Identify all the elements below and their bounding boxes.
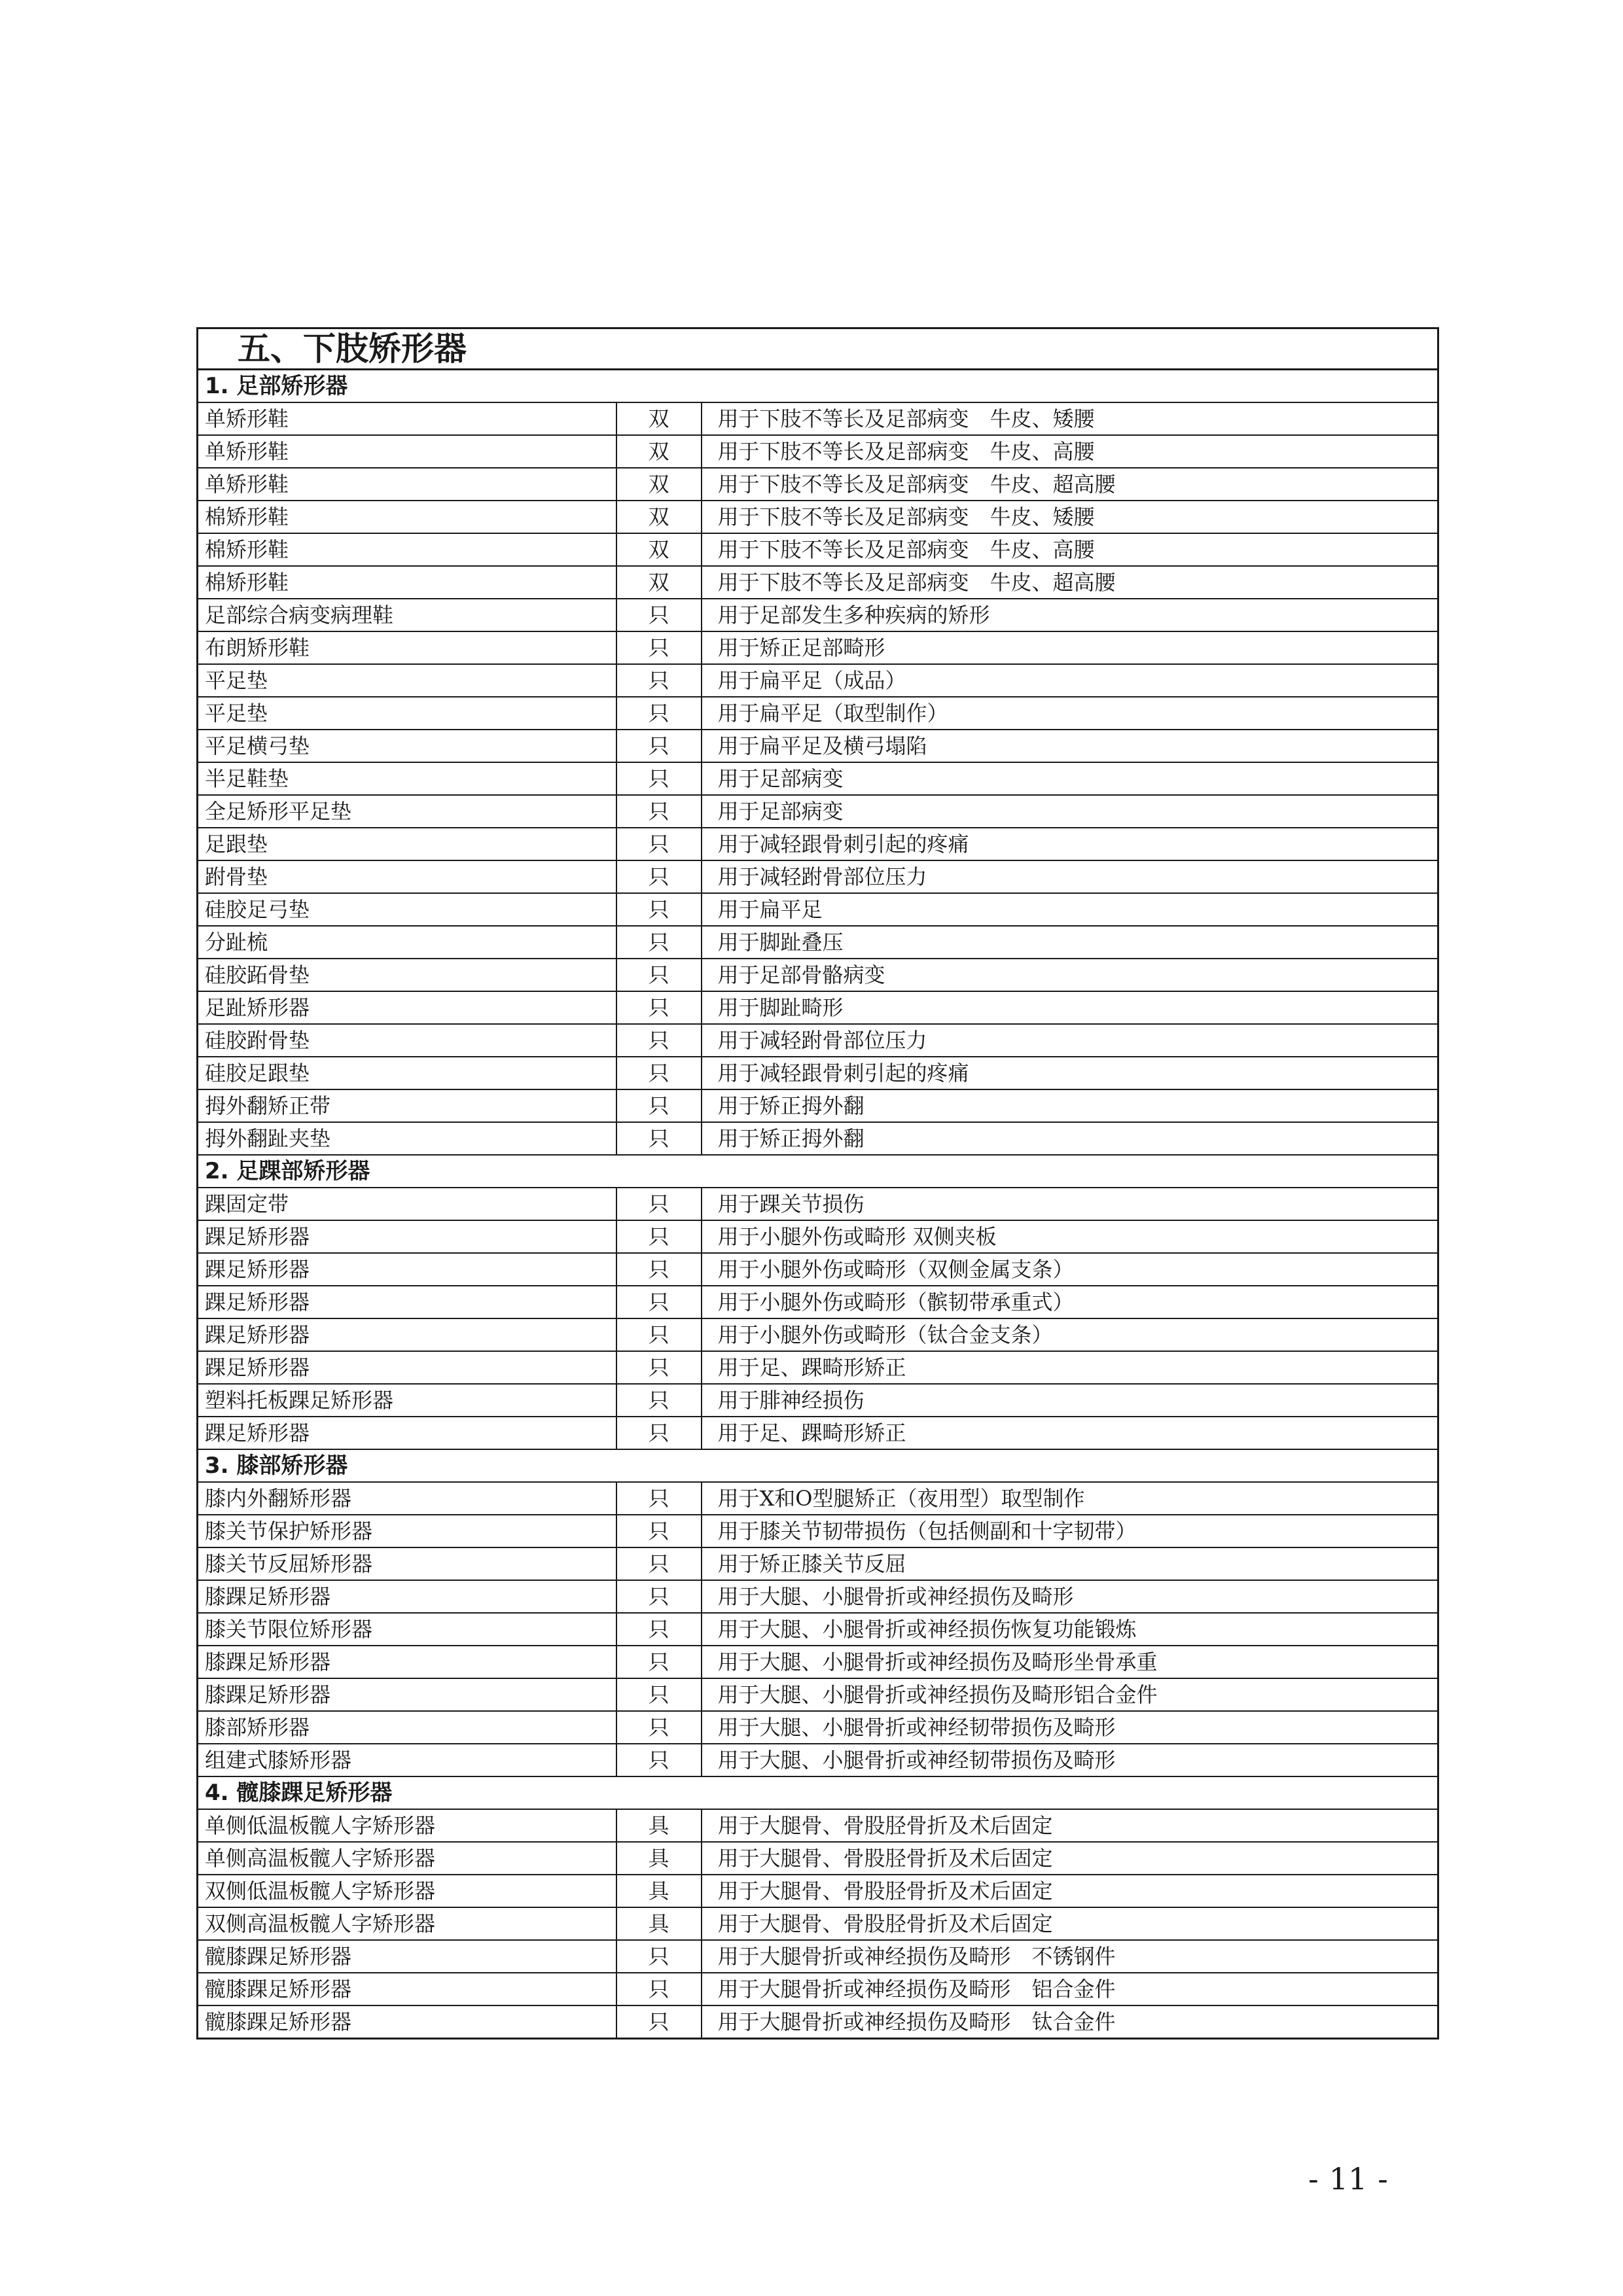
table-row <box>198 1678 1438 1711</box>
table-row <box>198 1220 1438 1253</box>
item-description: 用于减轻跗骨部位压力 <box>702 1024 1438 1057</box>
item-description: 用于足部病变 <box>702 762 1438 795</box>
item-name: 单侧低温板髋人字矫形器 <box>198 1809 616 1842</box>
table-row <box>198 1089 1438 1122</box>
item-name: 膝关节限位矫形器 <box>198 1613 616 1646</box>
item-description: 用于小腿外伤或畸形（髌韧带承重式） <box>702 1286 1438 1318</box>
section-heading: 1. 足部矫形器 <box>198 370 1438 403</box>
item-description: 用于下肢不等长及足部病变 牛皮、矮腰 <box>702 402 1438 435</box>
item-unit: 只 <box>616 1122 702 1155</box>
item-description: 用于踝关节损伤 <box>702 1188 1438 1220</box>
item-unit: 双 <box>616 468 702 501</box>
table-row <box>198 1384 1438 1417</box>
item-unit: 只 <box>616 1417 702 1449</box>
item-unit: 只 <box>616 1057 702 1089</box>
item-unit: 只 <box>616 1973 702 2005</box>
table-row <box>198 1122 1438 1155</box>
table-row <box>198 1286 1438 1318</box>
item-unit: 只 <box>616 1711 702 1744</box>
table-row <box>198 533 1438 566</box>
item-name: 足趾矫形器 <box>198 991 616 1024</box>
item-description: 用于大腿骨、骨股胫骨折及术后固定 <box>702 1875 1438 1907</box>
item-name: 平足垫 <box>198 664 616 697</box>
item-unit: 只 <box>616 1384 702 1417</box>
item-name: 踝足矫形器 <box>198 1253 616 1286</box>
table-row <box>198 762 1438 795</box>
table-row <box>198 1318 1438 1351</box>
item-unit: 只 <box>616 1515 702 1547</box>
item-name: 单矫形鞋 <box>198 435 616 468</box>
item-description: 用于X和O型腿矫正（夜用型）取型制作 <box>702 1482 1438 1515</box>
table-row <box>198 664 1438 697</box>
table-row <box>198 1417 1438 1449</box>
item-name: 膝踝足矫形器 <box>198 1678 616 1711</box>
table-row <box>198 1613 1438 1646</box>
item-description: 用于下肢不等长及足部病变 牛皮、高腰 <box>702 533 1438 566</box>
item-name: 膝踝足矫形器 <box>198 1580 616 1613</box>
item-unit: 只 <box>616 926 702 959</box>
item-unit: 只 <box>616 762 702 795</box>
item-unit: 具 <box>616 1907 702 1940</box>
item-description: 用于大腿、小腿骨折或神经损伤及畸形坐骨承重 <box>702 1646 1438 1678</box>
item-unit: 只 <box>616 1940 702 1973</box>
item-description: 用于足部发生多种疾病的矫形 <box>702 599 1438 631</box>
item-name: 单矫形鞋 <box>198 402 616 435</box>
table-row <box>198 795 1438 828</box>
item-name: 单侧高温板髋人字矫形器 <box>198 1842 616 1875</box>
section-heading: 3. 膝部矫形器 <box>198 1449 1438 1482</box>
item-unit: 双 <box>616 402 702 435</box>
item-unit: 只 <box>616 1253 702 1286</box>
item-name: 分趾梳 <box>198 926 616 959</box>
item-name: 塑料托板踝足矫形器 <box>198 1384 616 1417</box>
item-description: 用于足部骨骼病变 <box>702 959 1438 991</box>
item-unit: 只 <box>616 1286 702 1318</box>
page-number-dash-left: - <box>1308 2161 1319 2197</box>
item-unit: 只 <box>616 664 702 697</box>
item-name: 硅胶足跟垫 <box>198 1057 616 1089</box>
item-name: 棉矫形鞋 <box>198 533 616 566</box>
item-description: 用于下肢不等长及足部病变 牛皮、超高腰 <box>702 468 1438 501</box>
item-unit: 只 <box>616 1744 702 1776</box>
table-row <box>198 566 1438 599</box>
item-name: 踝足矫形器 <box>198 1417 616 1449</box>
item-description: 用于减轻跟骨刺引起的疼痛 <box>702 1057 1438 1089</box>
table-row <box>198 1580 1438 1613</box>
item-description: 用于大腿骨折或神经损伤及畸形 钛合金件 <box>702 2005 1438 2039</box>
item-unit: 只 <box>616 1580 702 1613</box>
item-name: 双侧高温板髋人字矫形器 <box>198 1907 616 1940</box>
table-row <box>198 631 1438 664</box>
table-row <box>198 1482 1438 1515</box>
item-unit: 只 <box>616 2005 702 2039</box>
item-unit: 具 <box>616 1875 702 1907</box>
table-row <box>198 1547 1438 1580</box>
table-row <box>198 468 1438 501</box>
item-description: 用于减轻跗骨部位压力 <box>702 860 1438 893</box>
item-description: 用于小腿外伤或畸形（双侧金属支条） <box>702 1253 1438 1286</box>
section-heading: 4. 髋膝踝足矫形器 <box>198 1776 1438 1809</box>
item-name: 踝足矫形器 <box>198 1318 616 1351</box>
table-title: 五、下肢矫形器 <box>198 328 1438 370</box>
item-description: 用于下肢不等长及足部病变 牛皮、超高腰 <box>702 566 1438 599</box>
item-name: 双侧低温板髋人字矫形器 <box>198 1875 616 1907</box>
item-description: 用于大腿、小腿骨折或神经损伤恢复功能锻炼 <box>702 1613 1438 1646</box>
item-name: 拇外翻趾夹垫 <box>198 1122 616 1155</box>
item-description: 用于减轻跟骨刺引起的疼痛 <box>702 828 1438 860</box>
item-unit: 只 <box>616 893 702 926</box>
item-name: 组建式膝矫形器 <box>198 1744 616 1776</box>
item-description: 用于扁平足（成品） <box>702 664 1438 697</box>
item-description: 用于脚趾叠压 <box>702 926 1438 959</box>
item-name: 平足垫 <box>198 697 616 730</box>
section-heading-row <box>198 370 1438 403</box>
item-description: 用于矫正膝关节反屈 <box>702 1547 1438 1580</box>
item-description: 用于大腿骨、骨股胫骨折及术后固定 <box>702 1842 1438 1875</box>
item-unit: 只 <box>616 1089 702 1122</box>
item-name: 踝固定带 <box>198 1188 616 1220</box>
item-unit: 只 <box>616 1613 702 1646</box>
item-name: 棉矫形鞋 <box>198 501 616 533</box>
table-row <box>198 991 1438 1024</box>
item-unit: 只 <box>616 1646 702 1678</box>
item-description: 用于大腿、小腿骨折或神经韧带损伤及畸形 <box>702 1744 1438 1776</box>
table-row <box>198 1253 1438 1286</box>
table-row <box>198 926 1438 959</box>
table-row <box>198 402 1438 435</box>
item-unit: 只 <box>616 959 702 991</box>
section-heading-row <box>198 1155 1438 1188</box>
item-unit: 双 <box>616 566 702 599</box>
table-row <box>198 1711 1438 1744</box>
item-description: 用于大腿、小腿骨折或神经损伤及畸形铝合金件 <box>702 1678 1438 1711</box>
table-row <box>198 959 1438 991</box>
item-description: 用于足、踝畸形矫正 <box>702 1351 1438 1384</box>
item-unit: 只 <box>616 697 702 730</box>
table-row <box>198 697 1438 730</box>
item-unit: 只 <box>616 1188 702 1220</box>
item-unit: 双 <box>616 435 702 468</box>
item-unit: 只 <box>616 631 702 664</box>
item-unit: 只 <box>616 991 702 1024</box>
item-description: 用于小腿外伤或畸形（钛合金支条） <box>702 1318 1438 1351</box>
table-row <box>198 435 1438 468</box>
item-name: 拇外翻矫正带 <box>198 1089 616 1122</box>
table-row <box>198 501 1438 533</box>
item-description: 用于大腿骨折或神经损伤及畸形 不锈钢件 <box>702 1940 1438 1973</box>
page-number-dash-right: - <box>1378 2161 1388 2197</box>
item-name: 布朗矫形鞋 <box>198 631 616 664</box>
item-unit: 具 <box>616 1809 702 1842</box>
item-unit: 只 <box>616 1547 702 1580</box>
item-description: 用于扁平足 <box>702 893 1438 926</box>
item-name: 棉矫形鞋 <box>198 566 616 599</box>
item-unit: 只 <box>616 1318 702 1351</box>
item-name: 膝关节反屈矫形器 <box>198 1547 616 1580</box>
table-row <box>198 1809 1438 1842</box>
table-row <box>198 1351 1438 1384</box>
table-row <box>198 730 1438 762</box>
item-name: 踝足矫形器 <box>198 1220 616 1253</box>
table-title-row <box>198 328 1438 370</box>
table-row <box>198 1744 1438 1776</box>
item-name: 踝足矫形器 <box>198 1351 616 1384</box>
item-description: 用于大腿骨折或神经损伤及畸形 铝合金件 <box>702 1973 1438 2005</box>
table-row <box>198 1940 1438 1973</box>
item-unit: 只 <box>616 1482 702 1515</box>
table-row <box>198 1024 1438 1057</box>
item-unit: 具 <box>616 1842 702 1875</box>
item-unit: 只 <box>616 599 702 631</box>
item-description: 用于足部病变 <box>702 795 1438 828</box>
item-name: 平足横弓垫 <box>198 730 616 762</box>
item-unit: 只 <box>616 1024 702 1057</box>
item-name: 足部综合病变病理鞋 <box>198 599 616 631</box>
item-unit: 只 <box>616 1220 702 1253</box>
item-name: 髋膝踝足矫形器 <box>198 2005 616 2039</box>
item-description: 用于大腿、小腿骨折或神经损伤及畸形 <box>702 1580 1438 1613</box>
table-row <box>198 1875 1438 1907</box>
item-unit: 只 <box>616 1678 702 1711</box>
item-name: 硅胶跖骨垫 <box>198 959 616 991</box>
item-name: 髋膝踝足矫形器 <box>198 1973 616 2005</box>
item-description: 用于腓神经损伤 <box>702 1384 1438 1417</box>
item-unit: 只 <box>616 1351 702 1384</box>
item-description: 用于矫正拇外翻 <box>702 1122 1438 1155</box>
table-row <box>198 2005 1438 2039</box>
item-name: 硅胶足弓垫 <box>198 893 616 926</box>
lower-limb-orthosis-table <box>196 327 1439 2040</box>
page-number-value: 11 <box>1329 2161 1368 2197</box>
section-heading-row <box>198 1776 1438 1809</box>
item-description: 用于大腿骨、骨股胫骨折及术后固定 <box>702 1907 1438 1940</box>
item-unit: 只 <box>616 730 702 762</box>
item-name: 全足矫形平足垫 <box>198 795 616 828</box>
item-name: 膝内外翻矫形器 <box>198 1482 616 1515</box>
item-name: 单矫形鞋 <box>198 468 616 501</box>
item-description: 用于矫正拇外翻 <box>702 1089 1438 1122</box>
item-description: 用于扁平足及横弓塌陷 <box>702 730 1438 762</box>
item-description: 用于脚趾畸形 <box>702 991 1438 1024</box>
item-name: 硅胶跗骨垫 <box>198 1024 616 1057</box>
table-row <box>198 860 1438 893</box>
table-row <box>198 599 1438 631</box>
item-name: 膝踝足矫形器 <box>198 1646 616 1678</box>
item-description: 用于下肢不等长及足部病变 牛皮、高腰 <box>702 435 1438 468</box>
table-row <box>198 1057 1438 1089</box>
table-row <box>198 1646 1438 1678</box>
item-description: 用于扁平足（取型制作） <box>702 697 1438 730</box>
item-description: 用于小腿外伤或畸形 双侧夹板 <box>702 1220 1438 1253</box>
item-name: 膝关节保护矫形器 <box>198 1515 616 1547</box>
item-description: 用于足、踝畸形矫正 <box>702 1417 1438 1449</box>
item-name: 跗骨垫 <box>198 860 616 893</box>
item-description: 用于大腿骨、骨股胫骨折及术后固定 <box>702 1809 1438 1842</box>
page-number <box>1270 2159 1427 2199</box>
item-unit: 只 <box>616 860 702 893</box>
section-heading-row <box>198 1449 1438 1482</box>
table-body <box>198 328 1438 2039</box>
table-row <box>198 1188 1438 1220</box>
item-description: 用于下肢不等长及足部病变 牛皮、矮腰 <box>702 501 1438 533</box>
table-row <box>198 1842 1438 1875</box>
item-description: 用于矫正足部畸形 <box>702 631 1438 664</box>
table-row <box>198 893 1438 926</box>
item-unit: 只 <box>616 828 702 860</box>
item-unit: 双 <box>616 501 702 533</box>
item-name: 膝部矫形器 <box>198 1711 616 1744</box>
table-row <box>198 1973 1438 2005</box>
item-unit: 双 <box>616 533 702 566</box>
item-description: 用于大腿、小腿骨折或神经韧带损伤及畸形 <box>702 1711 1438 1744</box>
table-row <box>198 828 1438 860</box>
section-heading: 2. 足踝部矫形器 <box>198 1155 1438 1188</box>
item-name: 髋膝踝足矫形器 <box>198 1940 616 1973</box>
item-name: 足跟垫 <box>198 828 616 860</box>
item-description: 用于膝关节韧带损伤（包括侧副和十字韧带） <box>702 1515 1438 1547</box>
table-row <box>198 1515 1438 1547</box>
table-row <box>198 1907 1438 1940</box>
item-name: 踝足矫形器 <box>198 1286 616 1318</box>
item-name: 半足鞋垫 <box>198 762 616 795</box>
item-unit: 只 <box>616 795 702 828</box>
